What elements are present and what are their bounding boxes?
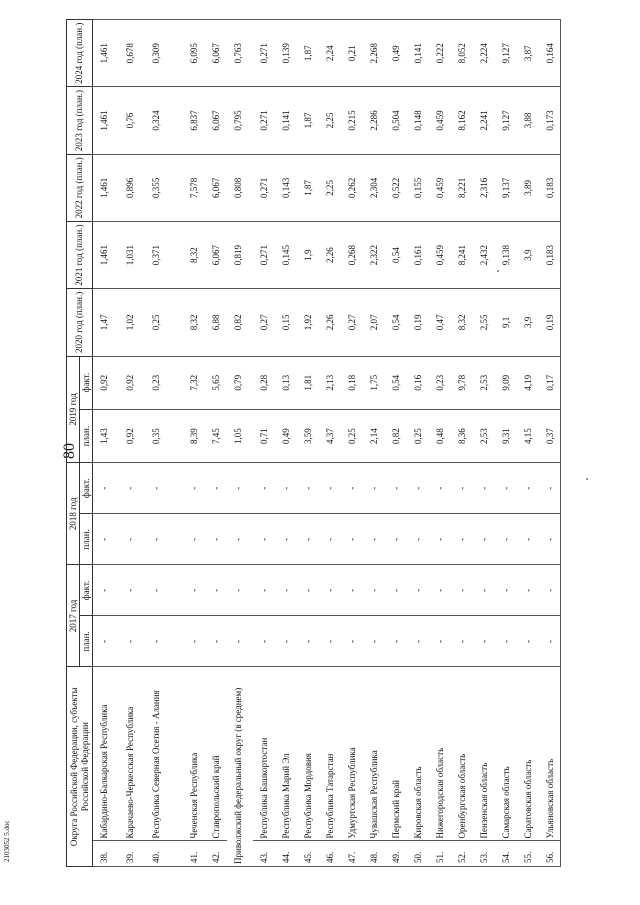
value-cell: 0,371: [145, 221, 183, 288]
value-cell: 5,65: [205, 356, 227, 409]
value-cell: 2,304: [363, 154, 385, 221]
value-cell: 0,35: [145, 409, 183, 462]
value-cell: -: [407, 463, 429, 514]
fact-2018-header: факт.: [80, 463, 93, 514]
region-name: Чувашская Республика: [363, 667, 385, 841]
value-cell: -: [495, 514, 517, 565]
year-2018-header: 2018 год: [67, 463, 80, 565]
value-cell: -: [205, 463, 227, 514]
row-number: 40.: [145, 841, 183, 867]
region-name: Удмуртская Республика: [341, 667, 363, 841]
region-name: Республика Северная Осетия - Алания: [145, 667, 183, 841]
value-cell: 6,067: [205, 87, 227, 154]
table-row: [297, 20, 319, 867]
fact-2019-header: факт.: [80, 356, 93, 409]
value-cell: -: [407, 565, 429, 616]
region-name: Саратовская область: [517, 667, 539, 841]
value-cell: 3,89: [517, 154, 539, 221]
value-cell: 7,45: [205, 409, 227, 462]
value-cell: 9,31: [495, 409, 517, 462]
value-cell: 0,268: [341, 221, 363, 288]
value-cell: -: [297, 616, 319, 667]
table-row: [319, 20, 341, 867]
row-number: 51.: [429, 841, 451, 867]
table-row: [385, 20, 407, 867]
value-cell: -: [319, 463, 341, 514]
table-row: [119, 20, 145, 867]
value-cell: -: [363, 616, 385, 667]
value-cell: 9,78: [451, 356, 473, 409]
row-number: 46.: [319, 841, 341, 867]
value-cell: -: [253, 463, 275, 514]
value-cell: -: [275, 616, 297, 667]
value-cell: 8,36: [451, 409, 473, 462]
value-cell: -: [93, 565, 119, 616]
table-row: [93, 20, 119, 867]
plan-2018-header: план.: [80, 514, 93, 565]
value-cell: -: [145, 565, 183, 616]
value-cell: 8,241: [451, 221, 473, 288]
value-cell: 6,837: [183, 87, 205, 154]
region-column-header: Округа Российской Федерации, субъекты Российской Федерации: [67, 667, 93, 867]
value-cell: 3,59: [297, 409, 319, 462]
value-cell: 0,15: [275, 289, 297, 356]
table-row: [227, 20, 253, 867]
value-cell: 3,87: [517, 20, 539, 87]
value-cell: 0,808: [227, 154, 253, 221]
value-cell: -: [517, 565, 539, 616]
value-cell: -: [93, 463, 119, 514]
value-cell: 0,819: [227, 221, 253, 288]
value-cell: -: [253, 514, 275, 565]
value-cell: 9,127: [495, 87, 517, 154]
value-cell: -: [495, 565, 517, 616]
value-cell: 2,53: [473, 409, 495, 462]
fact-2017-header: факт.: [80, 565, 93, 616]
table-row: [451, 20, 473, 867]
table-row: [275, 20, 297, 867]
row-number: 47.: [341, 841, 363, 867]
value-cell: 0,92: [93, 356, 119, 409]
value-cell: 0,459: [429, 87, 451, 154]
page-number: 80: [61, 443, 78, 459]
table-row: [473, 20, 495, 867]
value-cell: 1,461: [93, 221, 119, 288]
table-row: [341, 20, 363, 867]
value-cell: -: [145, 463, 183, 514]
row-number: 38.: [93, 841, 119, 867]
value-cell: 4,15: [517, 409, 539, 462]
value-cell: 3,88: [517, 87, 539, 154]
value-cell: 0,48: [429, 409, 451, 462]
table-row: [253, 20, 275, 867]
value-cell: -: [517, 514, 539, 565]
value-cell: 0,76: [119, 87, 145, 154]
value-cell: 0,522: [385, 154, 407, 221]
value-cell: 2,286: [363, 87, 385, 154]
value-cell: 0,92: [119, 409, 145, 462]
value-cell: 1,87: [297, 20, 319, 87]
row-number: 48.: [363, 841, 385, 867]
table-body: [93, 20, 561, 867]
row-number: 42.: [205, 841, 227, 867]
row-number: 55.: [517, 841, 539, 867]
value-cell: 0,25: [407, 409, 429, 462]
row-number: 43.: [253, 841, 275, 867]
value-cell: -: [451, 514, 473, 565]
value-cell: -: [227, 463, 253, 514]
value-cell: 8,221: [451, 154, 473, 221]
row-number: 41.: [183, 841, 205, 867]
value-cell: 0,164: [539, 20, 561, 87]
region-name: Приволжский федеральный округ (в среднем): [227, 667, 253, 867]
row-number: 52.: [451, 841, 473, 867]
region-name: Республика Марий Эл: [275, 667, 297, 841]
value-cell: -: [517, 463, 539, 514]
value-cell: 8,052: [451, 20, 473, 87]
value-cell: 1,05: [227, 409, 253, 462]
value-cell: 1,031: [119, 221, 145, 288]
value-cell: -: [517, 616, 539, 667]
value-cell: 0,145: [275, 221, 297, 288]
value-cell: -: [473, 463, 495, 514]
value-cell: 0,141: [407, 20, 429, 87]
table-row: [183, 20, 205, 867]
value-cell: -: [297, 463, 319, 514]
value-cell: 2,316: [473, 154, 495, 221]
value-cell: 1,87: [297, 87, 319, 154]
region-name: Республика Башкортостан: [253, 667, 275, 841]
value-cell: -: [341, 616, 363, 667]
region-name: Пензенская область: [473, 667, 495, 841]
value-cell: 1,87: [297, 154, 319, 221]
value-cell: -: [227, 616, 253, 667]
value-cell: 2,24: [319, 20, 341, 87]
value-cell: 2,432: [473, 221, 495, 288]
value-cell: 0,262: [341, 154, 363, 221]
value-cell: 2,25: [319, 87, 341, 154]
year-2022-header: 2022 год (план.): [67, 154, 93, 221]
row-number: 50.: [407, 841, 429, 867]
value-cell: -: [539, 514, 561, 565]
value-cell: -: [341, 565, 363, 616]
region-name: Самарская область: [495, 667, 517, 841]
table-row: [429, 20, 451, 867]
region-name: Пермский край: [385, 667, 407, 841]
value-cell: -: [363, 463, 385, 514]
value-cell: -: [183, 565, 205, 616]
value-cell: -: [253, 565, 275, 616]
value-cell: -: [473, 616, 495, 667]
value-cell: -: [385, 616, 407, 667]
value-cell: 0,795: [227, 87, 253, 154]
region-name: Кабардино-Балкарская Республика: [93, 667, 119, 841]
value-cell: -: [205, 616, 227, 667]
value-cell: 2,14: [363, 409, 385, 462]
value-cell: -: [275, 463, 297, 514]
value-cell: 0,271: [253, 154, 275, 221]
year-2017-header: 2017 год: [67, 565, 80, 667]
value-cell: 0,19: [407, 289, 429, 356]
value-cell: 1,461: [93, 87, 119, 154]
value-cell: 0,271: [253, 87, 275, 154]
plan-2019-header: план.: [80, 409, 93, 462]
value-cell: -: [227, 565, 253, 616]
value-cell: 3,9: [517, 221, 539, 288]
region-name: Республика Мордовия: [297, 667, 319, 841]
value-cell: 0,143: [275, 154, 297, 221]
value-cell: 6,88: [205, 289, 227, 356]
value-cell: 1,02: [119, 289, 145, 356]
value-cell: 2,53: [473, 356, 495, 409]
value-cell: 0,28: [253, 356, 275, 409]
table-row: [539, 20, 561, 867]
region-name: Оренбургская область: [451, 667, 473, 841]
value-cell: 1,81: [297, 356, 319, 409]
value-cell: 4,19: [517, 356, 539, 409]
value-cell: -: [183, 514, 205, 565]
value-cell: 2,322: [363, 221, 385, 288]
value-cell: 0,54: [385, 221, 407, 288]
value-cell: -: [275, 565, 297, 616]
region-name: Кировская область: [407, 667, 429, 841]
region-name: Ульяновская область: [539, 667, 561, 841]
value-cell: 0,16: [407, 356, 429, 409]
value-cell: 0,141: [275, 87, 297, 154]
year-2019-header: 2019 год: [67, 356, 80, 463]
value-cell: 0,355: [145, 154, 183, 221]
value-cell: 6,095: [183, 20, 205, 87]
value-cell: -: [385, 565, 407, 616]
value-cell: 1,461: [93, 20, 119, 87]
value-cell: 0,27: [341, 289, 363, 356]
region-name: Нижегородская область: [429, 667, 451, 841]
value-cell: 0,17: [539, 356, 561, 409]
value-cell: 0,215: [341, 87, 363, 154]
value-cell: 2,26: [319, 221, 341, 288]
value-cell: 2,25: [319, 154, 341, 221]
value-cell: 0,37: [539, 409, 561, 462]
value-cell: -: [183, 463, 205, 514]
value-cell: -: [429, 616, 451, 667]
value-cell: 2,26: [319, 289, 341, 356]
rotated-table-container: [66, 19, 614, 867]
value-cell: 0,19: [539, 289, 561, 356]
value-cell: 3,9: [517, 289, 539, 356]
value-cell: -: [205, 565, 227, 616]
region-name: Чеченская Республика: [183, 667, 205, 841]
value-cell: -: [363, 514, 385, 565]
value-cell: -: [407, 514, 429, 565]
value-cell: 0,54: [385, 289, 407, 356]
value-cell: 0,155: [407, 154, 429, 221]
value-cell: -: [93, 514, 119, 565]
value-cell: 1,43: [93, 409, 119, 462]
value-cell: 0,79: [227, 356, 253, 409]
value-cell: -: [119, 616, 145, 667]
value-cell: 0,504: [385, 87, 407, 154]
value-cell: -: [253, 616, 275, 667]
value-cell: 9,138: [495, 221, 517, 288]
value-cell: -: [319, 565, 341, 616]
value-cell: 0,183: [539, 221, 561, 288]
value-cell: -: [539, 463, 561, 514]
row-number: 39.: [119, 841, 145, 867]
value-cell: 0,25: [341, 409, 363, 462]
value-cell: -: [363, 565, 385, 616]
value-cell: -: [495, 616, 517, 667]
value-cell: -: [183, 616, 205, 667]
table-row: [363, 20, 385, 867]
region-name: Республика Татарстан: [319, 667, 341, 841]
value-cell: 8,32: [183, 221, 205, 288]
value-cell: -: [319, 616, 341, 667]
value-cell: 0,324: [145, 87, 183, 154]
value-cell: -: [429, 463, 451, 514]
row-number: 45.: [297, 841, 319, 867]
value-cell: 0,21: [341, 20, 363, 87]
value-cell: -: [297, 565, 319, 616]
value-cell: -: [473, 565, 495, 616]
table-row: [145, 20, 183, 867]
value-cell: -: [451, 565, 473, 616]
value-cell: -: [429, 514, 451, 565]
year-2021-header: 2021 год (план.): [67, 221, 93, 288]
year-2023-header: 2023 год (план.): [67, 87, 93, 154]
value-cell: 0,82: [227, 289, 253, 356]
value-cell: -: [341, 514, 363, 565]
value-cell: 6,067: [205, 221, 227, 288]
value-cell: 7,578: [183, 154, 205, 221]
value-cell: 1,75: [363, 356, 385, 409]
value-cell: 8,32: [183, 289, 205, 356]
value-cell: -: [495, 463, 517, 514]
value-cell: 2,55: [473, 289, 495, 356]
value-cell: 0,49: [275, 409, 297, 462]
value-cell: 0,148: [407, 87, 429, 154]
value-cell: -: [93, 616, 119, 667]
value-cell: 2,224: [473, 20, 495, 87]
value-cell: 0,27: [253, 289, 275, 356]
table-row: [407, 20, 429, 867]
value-cell: -: [145, 514, 183, 565]
value-cell: 1,47: [93, 289, 119, 356]
value-cell: -: [205, 514, 227, 565]
value-cell: -: [227, 514, 253, 565]
value-cell: 0,763: [227, 20, 253, 87]
value-cell: 8,32: [451, 289, 473, 356]
value-cell: 0,54: [385, 356, 407, 409]
value-cell: 8,162: [451, 87, 473, 154]
value-cell: -: [539, 565, 561, 616]
value-cell: 2,241: [473, 87, 495, 154]
value-cell: 2,13: [319, 356, 341, 409]
value-cell: 0,47: [429, 289, 451, 356]
value-cell: -: [145, 616, 183, 667]
value-cell: -: [451, 616, 473, 667]
value-cell: 0,173: [539, 87, 561, 154]
table-row: [495, 20, 517, 867]
value-cell: 0,49: [385, 20, 407, 87]
row-number: 53.: [473, 841, 495, 867]
value-cell: 4,37: [319, 409, 341, 462]
value-cell: 0,271: [253, 20, 275, 87]
year-2020-header: 2020 год (план.): [67, 289, 93, 356]
value-cell: 2,268: [363, 20, 385, 87]
value-cell: 0,139: [275, 20, 297, 87]
table-row: [205, 20, 227, 867]
row-number: 44.: [275, 841, 297, 867]
value-cell: -: [119, 463, 145, 514]
value-cell: -: [385, 463, 407, 514]
value-cell: -: [539, 616, 561, 667]
value-cell: 0,678: [119, 20, 145, 87]
row-number: 56.: [539, 841, 561, 867]
value-cell: -: [319, 514, 341, 565]
value-cell: 6,067: [205, 154, 227, 221]
value-cell: 7,32: [183, 356, 205, 409]
value-cell: -: [297, 514, 319, 565]
statistics-table: [66, 19, 561, 867]
plan-2017-header: план.: [80, 616, 93, 667]
value-cell: 0,71: [253, 409, 275, 462]
value-cell: 0,161: [407, 221, 429, 288]
value-cell: -: [119, 514, 145, 565]
value-cell: 0,25: [145, 289, 183, 356]
value-cell: 0,18: [341, 356, 363, 409]
value-cell: 1,92: [297, 289, 319, 356]
value-cell: 0,82: [385, 409, 407, 462]
row-number: 49.: [385, 841, 407, 867]
value-cell: 0,222: [429, 20, 451, 87]
year-2024-header: 2024 год (план.): [67, 20, 93, 87]
region-name: Карачаево-Черкесская Республика: [119, 667, 145, 841]
region-name: Ставропольский край: [205, 667, 227, 841]
value-cell: -: [429, 565, 451, 616]
value-cell: 0,896: [119, 154, 145, 221]
value-cell: 1,461: [93, 154, 119, 221]
value-cell: 0,183: [539, 154, 561, 221]
value-cell: 9,09: [495, 356, 517, 409]
value-cell: 9,127: [495, 20, 517, 87]
value-cell: -: [385, 514, 407, 565]
value-cell: 0,92: [119, 356, 145, 409]
value-cell: 1,9: [297, 221, 319, 288]
value-cell: 2,07: [363, 289, 385, 356]
value-cell: -: [341, 463, 363, 514]
value-cell: 9,1: [495, 289, 517, 356]
value-cell: -: [119, 565, 145, 616]
value-cell: -: [275, 514, 297, 565]
value-cell: 0,459: [429, 154, 451, 221]
value-cell: 6,067: [205, 20, 227, 87]
value-cell: 0,23: [145, 356, 183, 409]
value-cell: 0,309: [145, 20, 183, 87]
footer-file-code: 2103052 5.doc: [3, 820, 11, 862]
value-cell: 0,23: [429, 356, 451, 409]
value-cell: -: [473, 514, 495, 565]
value-cell: 0,271: [253, 221, 275, 288]
value-cell: -: [407, 616, 429, 667]
value-cell: -: [451, 463, 473, 514]
value-cell: 0,13: [275, 356, 297, 409]
table-row: [517, 20, 539, 867]
value-cell: 0,459: [429, 221, 451, 288]
value-cell: 9,137: [495, 154, 517, 221]
row-number: 54.: [495, 841, 517, 867]
value-cell: 8,39: [183, 409, 205, 462]
